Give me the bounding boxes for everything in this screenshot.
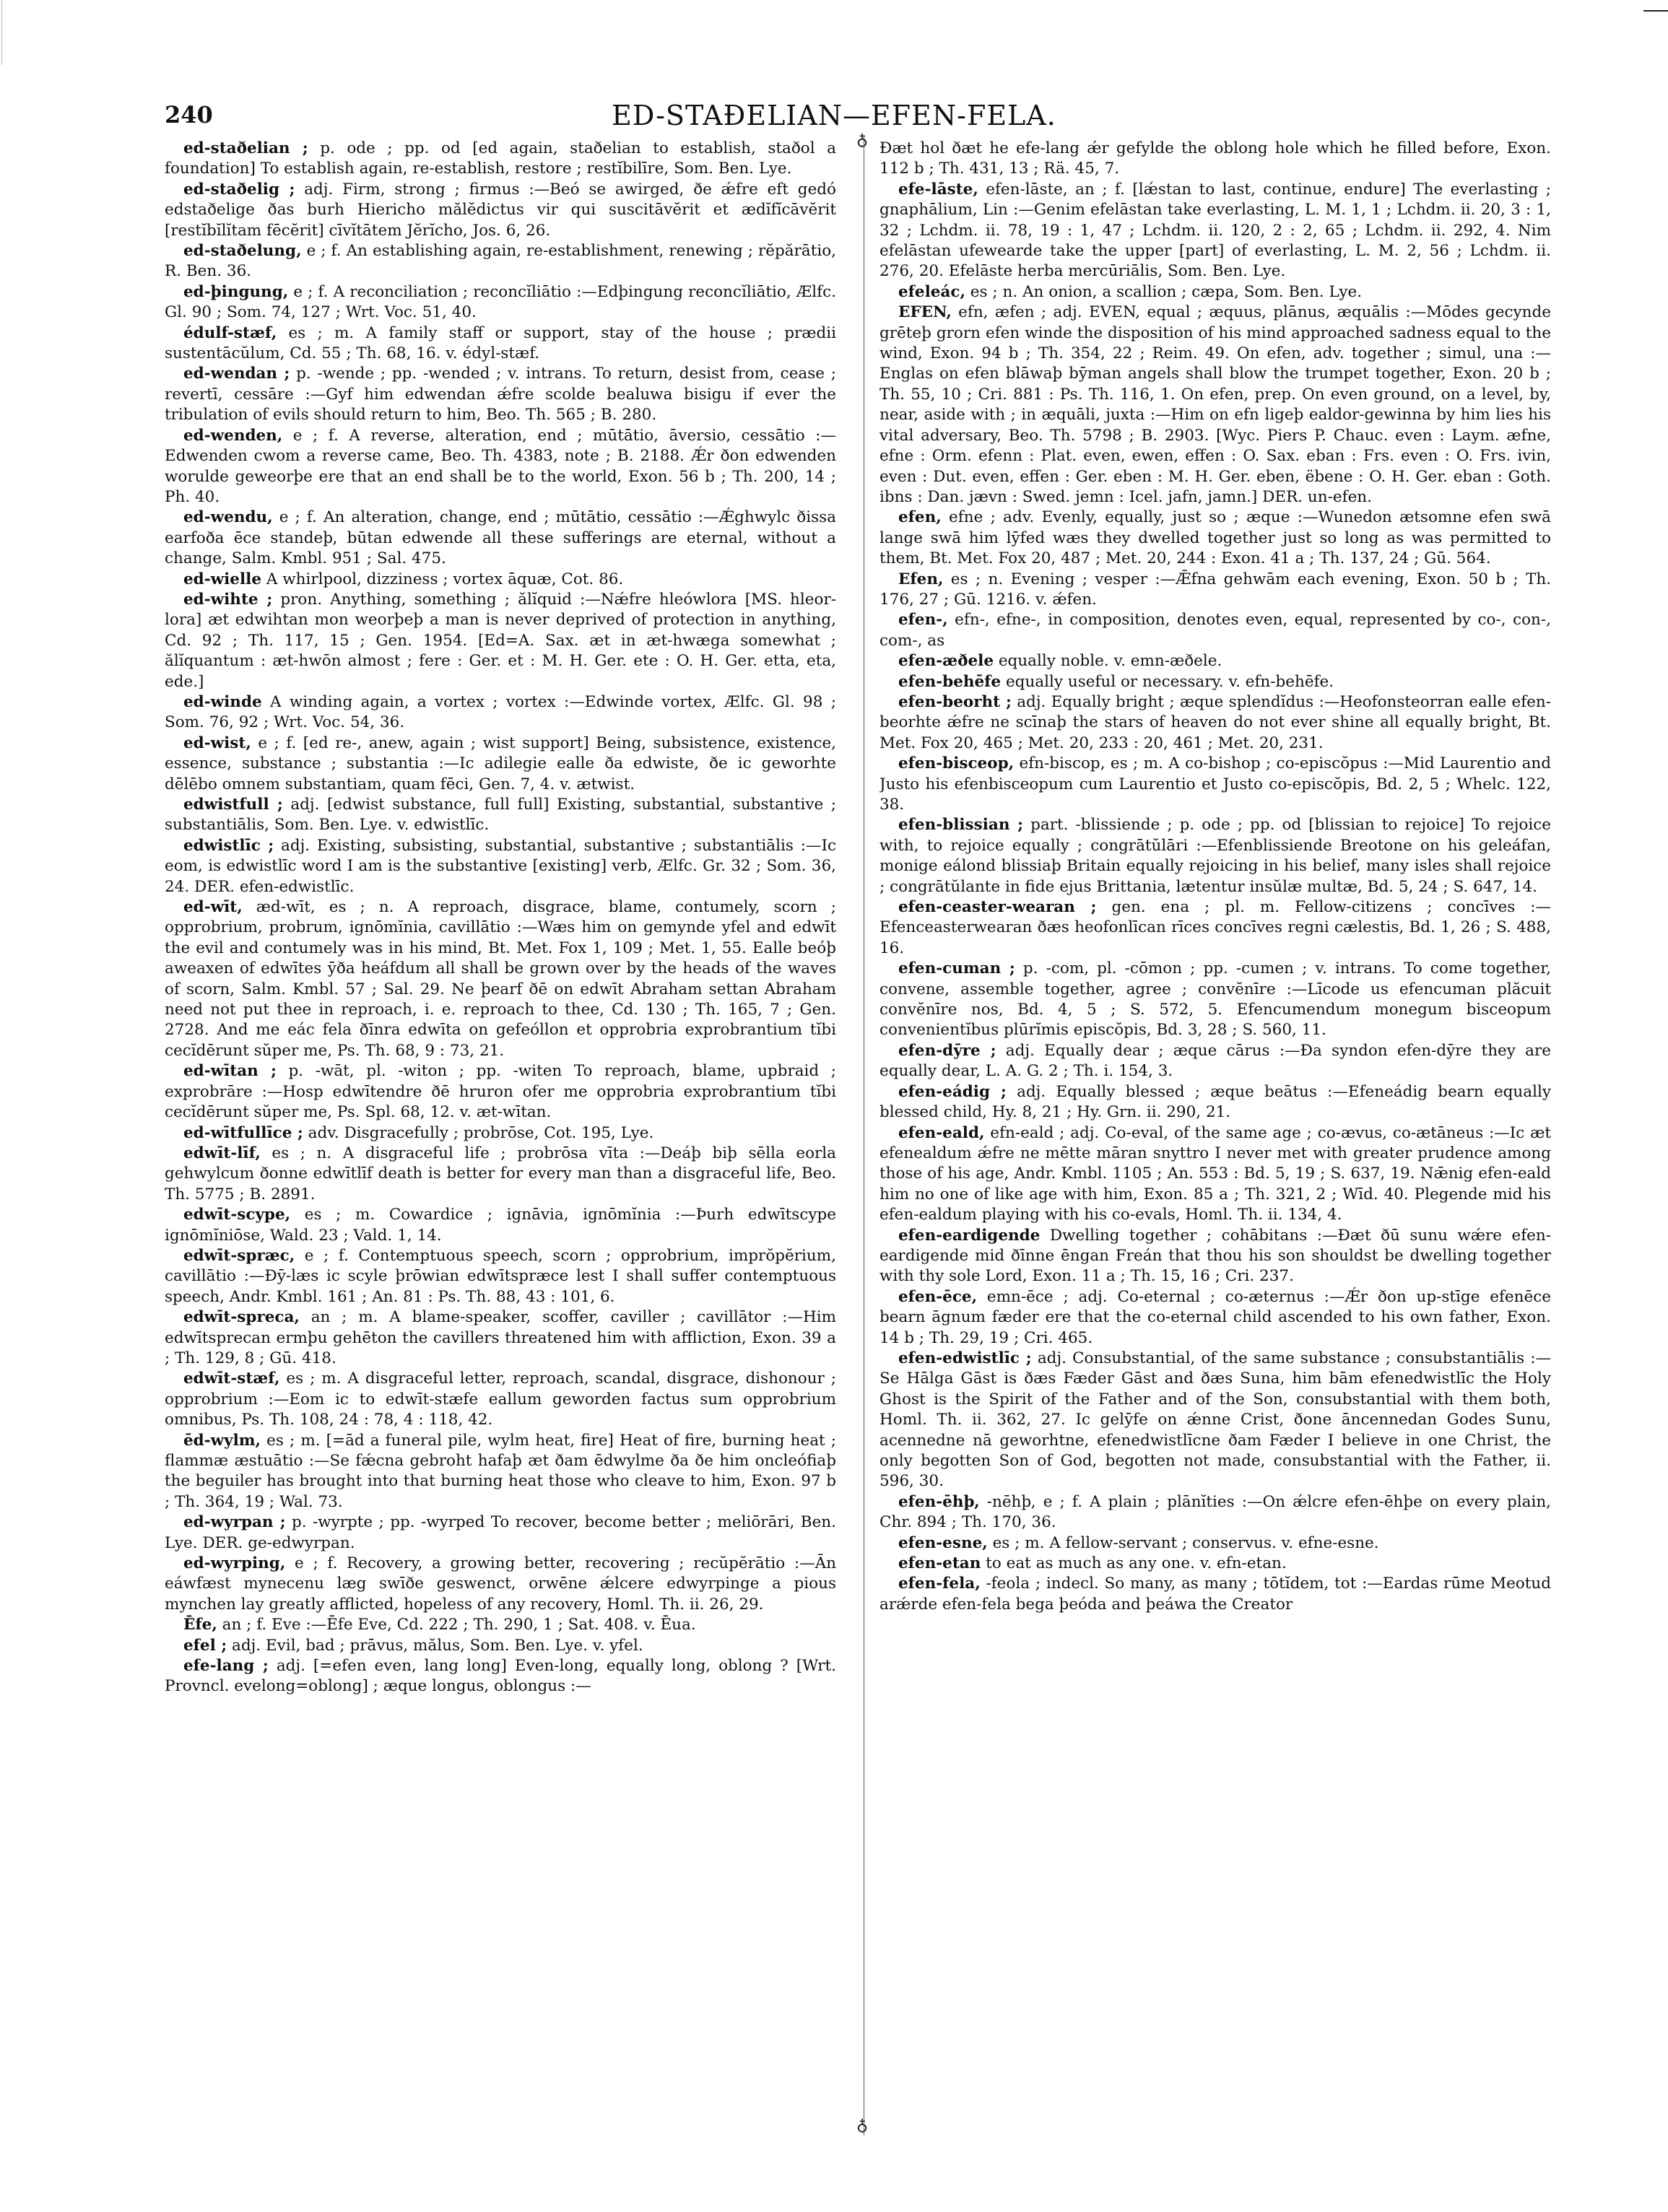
entry-headword: efen-etan <box>898 1554 981 1573</box>
dictionary-entry <box>879 672 1551 692</box>
entry-headword: edwistlīc ; <box>183 836 274 855</box>
entry-definition: adv. Disgracefully ; probrōse, Cot. 195, Lye. <box>303 1123 654 1142</box>
entry-headword: efen-blissian ; <box>898 816 1024 835</box>
dictionary-entry <box>165 508 836 569</box>
entry-headword: EFEN, <box>898 303 952 322</box>
dictionary-entry <box>165 1554 836 1615</box>
entry-definition: efne ; adv. Evenly, equally, just so ; æque :—Wunedon ætsomne efen swā lange swā him lȳfed wæs they dwelled together just so long as was permitted to them, Bt. Met. Fox 20, 487 ; Met. 20, 244 : Exon. 41 a ; Th. 137, 24 ; Gū. 564. <box>879 508 1551 568</box>
entry-definition: part. -blissiende ; p. ode ; pp. od [blissian to rejoice] To rejoice with, to rejoice equally ; congrātŭlāri :—Efenblissiende Breotone on his geleáfan, monige eálond blissiaþ Britain equally rejoicing in his belief, many isles shall rejoice ; congrātŭlante in fide ejus Brittania, lætentur insŭlæ multæ, Bd. 5, 24 ; S. 647, 14. <box>879 816 1551 896</box>
entry-headword: edwistfull ; <box>183 796 283 814</box>
dictionary-entry <box>879 302 1551 508</box>
entry-definition: adj. Equally blessed ; æque beātus :—Efeneádig bearn equally blessed child, Hy. 8, 21 ; Hy. Grn. ii. 290, 21. <box>879 1082 1551 1122</box>
dictionary-entry <box>165 1307 836 1369</box>
entry-headword: ed-wendu, <box>183 508 273 527</box>
dictionary-entry <box>879 897 1551 959</box>
dictionary-entry <box>165 897 836 1061</box>
entry-definition: efn-biscop, es ; m. A co-bishop ; co-episcŏpus :—Mid Laurentio and Justo his efenbisceopum cum Laurentio et Justo co-episcŏpis, Bd. 2, 5 ; Whelc. 122, 38. <box>879 754 1551 814</box>
dictionary-entry <box>165 180 836 241</box>
dictionary-entry <box>165 426 836 508</box>
entry-definition: e ; f. Contemptuous speech, scorn ; opprobrium, imprŏpĕrium, cavillātio :—Ðȳ-læs ic scyle þrōwian edwītspræce lest I shall suffer contemptuous speech, Andr. Kmbl. 161 ; An. 81 : Ps. Th. 88, 43 : 101, 6. <box>165 1246 836 1306</box>
right-column <box>879 139 1551 2117</box>
entry-definition: adj. Equally dear ; æque cārus :—Ða syndon efen-dȳre they are equally dear, L. A. G. 2 ; Th. i. 154, 3. <box>879 1041 1551 1081</box>
dictionary-entry <box>879 180 1551 282</box>
entry-definition: efn, æfen ; adj. EVEN, equal ; æquus, plānus, æquālis :—Mōdes gecynde grēteþ grorn efen winde the disposition of his mind approached sadness equal to the wind, Exon. 94 b ; Th. 354, 22 ; Reim. 49. On efen, adv. together ; simul, una :—Englas on efen blāwaþ bȳman angels shall blow the trumpet together, Exon. 20 b ; Th. 55, 10 ; Cri. 881 : Ps. Th. 116, 1. On efen, prep. On even ground, on a level, by, near, aside with ; in æquāli, juxta :—Him on efn ligeþ ealdor-gewinna by him lies his vital adversary, Beo. Th. 5798 ; B. 2903. [Wyc. Piers P. Chauc. even : Laym. æfne, efne : Orm. efenn : Plat. even, ewen, effen : O. Sax. eban : Frs. even : O. Frs. ivin, even : Dut. even, effen : Ger. eben : M. H. Ger. eben, ëbene : O. H. Ger. eban : Goth. ibns : Dan. jævn : Swed. jemn : Icel. jafn, jamn.] DER. un-efen. <box>879 303 1551 506</box>
dictionary-entry <box>879 1533 1551 1554</box>
entry-headword: efen-eardigende <box>898 1226 1041 1245</box>
entry-headword: efen-bisceop, <box>898 754 1015 773</box>
entry-headword: edwīt-spræc, <box>183 1246 295 1265</box>
entry-headword: ed-wīt, <box>183 898 243 917</box>
dictionary-entry <box>879 959 1551 1041</box>
entry-definition: e ; f. [ed re-, anew, again ; wist support] Being, subsistence, existence, essence, substance ; substantia :—Ic adilegie ealle ða edwiste, ðe ic geworhte dēlēbo omnem substantiam, quam fēci, Gen. 7, 4. v. ætwist. <box>165 733 836 793</box>
entry-definition: p. -wāt, pl. -witon ; pp. -witen To reproach, blame, upbraid ; exprobrāre :—Hosp edwītendre ðē hruron ofer me opprobria exprobrantium tĭbi cecĭdērunt sŭper me, Ps. Spl. 68, 12. v. æt-wītan. <box>165 1062 836 1122</box>
entry-headword: Ēfe, <box>183 1616 217 1634</box>
dictionary-entry <box>165 795 836 836</box>
dictionary-entry <box>165 1061 836 1123</box>
dictionary-entry <box>165 836 836 897</box>
entry-definition: p. ode ; pp. od [ed again, staðelian to establish, staðol a foundation] To establish again, re-establish, restore ; restĭbilīre, Som. Ben. Lye. <box>165 139 836 178</box>
entry-headword: efen-eádig ; <box>898 1082 1007 1101</box>
page-number: 240 <box>165 101 213 129</box>
entry-headword: efen-eald, <box>898 1123 985 1142</box>
entry-definition: p. -com, pl. -cōmon ; pp. -cumen ; v. intrans. To come together, convene, assemble together, agree ; convĕnīre :—Līcode us efencuman plăcuit convĕnīre nos, Bd. 4, 5 ; S. 572, 5. Efencumendum monegum bisceopum convenientĭbus plūrĭmis episcŏpis, Bd. 3, 28 ; S. 560, 11. <box>879 959 1551 1040</box>
entry-definition: p. -wende ; pp. -wended ; v. intrans. To return, desist from, cease ; revertī, cessāre :—Gyf him edwendan ǽfre scolde bealuwa bisigu if ever the tribulation of evils should return to him, Beo. Th. 565 ; B. 280. <box>165 365 836 424</box>
dictionary-entry <box>165 692 836 733</box>
dictionary-entry <box>879 1082 1551 1123</box>
dictionary-entry <box>165 1123 836 1144</box>
dictionary-entry <box>879 508 1551 569</box>
entry-headword: edwīt-scype, <box>183 1206 291 1224</box>
dictionary-entry <box>165 1615 836 1635</box>
left-column <box>165 139 836 2138</box>
entry-headword: ed-wyrpan ; <box>183 1513 286 1532</box>
dictionary-entry <box>879 1123 1551 1226</box>
dictionary-entry <box>165 139 836 180</box>
entry-headword: efe-lāste, <box>898 180 978 199</box>
entry-headword: ed-wītan ; <box>183 1062 277 1081</box>
entry-headword: efen-æðele <box>898 652 994 671</box>
entry-definition: adj. [=efen even, lang long] Even-long, equally long, oblong ? [Wrt. Provncl. evelong=oblong] ; æque longus, oblongus :— <box>165 1657 836 1696</box>
dictionary-entry <box>165 241 836 282</box>
entry-definition: adj. [edwist substance, full full] Existing, substantial, substantive ; substantiālis, Som. Ben. Lye. v. edwistlīc. <box>165 796 836 835</box>
entry-headword: ed-staðelung, <box>183 242 302 261</box>
entry-headword: ed-wyrping, <box>183 1554 286 1573</box>
entry-definition: es ; m. [=ād a funeral pile, wylm heat, fire] Heat of fire, burning heat ; flammæ æstuātio :—Se fǽcna gebroht hafaþ æt ðam ēdwylme ða ðe him oncleófiaþ the beguiler has brought into that burning heat those who cleave to him, Exon. 97 b ; Th. 364, 19 ; Wal. 73. <box>165 1431 836 1511</box>
dictionary-entry <box>165 1636 836 1656</box>
dictionary-entry <box>879 1492 1551 1533</box>
entry-definition: emn-ēce ; adj. Co-eternal ; co-æternus :—Ǽr ðon up-stīge efenēce bearn āgnum fæder ere that the co-eternal child ascended to his own father, Exon. 14 b ; Th. 29, 19 ; Cri. 465. <box>879 1287 1551 1347</box>
dictionary-entry <box>165 1656 836 1697</box>
dictionary-entry <box>879 1226 1551 1287</box>
entry-headword: efeleác, <box>898 282 965 301</box>
entry-definition: efen-lāste, an ; f. [lǽstan to last, continue, endure] The everlasting ; gnaphālium, Lin :—Genim efelāstan take everlasting, L. M. 1, 1 ; Lchdm. ii. 20, 3 : 1, 32 ; Lchdm. ii. 78, 19 : 1, 47 ; Lchdm. ii. 120, 2 : 2, 65 ; Lchdm. ii. 292, 4. Nim efelāstan ufewearde take the upper [part] of everlasting, L. M. 2, 56 ; Lchdm. ii. 276, 20. Efelāste herba mercūriālis, Som. Ben. Lye. <box>879 180 1551 281</box>
entry-definition: A winding again, a vortex ; vortex :—Edwinde vortex, Ælfc. Gl. 98 ; Som. 76, 92 ; Wrt. Voc. 54, 36. <box>165 692 836 732</box>
entry-definition: es ; n. An onion, a scallion ; cæpa, Som. Ben. Lye. <box>965 282 1363 301</box>
dictionary-entry <box>165 1144 836 1205</box>
entry-definition: e ; f. An alteration, change, end ; mūtātio, cessātio :—Ǽghwylc ðissa earfoða ēce standeþ, būtan edwende all these sufferings are eternal, without a change, Salm. Kmbl. 951 ; Sal. 475. <box>165 508 836 568</box>
dictionary-entry <box>879 282 1551 302</box>
entry-definition: Ðæt hol ðæt he efe-lang ǽr gefylde the oblong hole which he filled before, Exon. 112 b ; Th. 431, 13 ; Rä. 45, 7. <box>879 139 1551 178</box>
entry-headword: efen-dȳre ; <box>898 1041 996 1060</box>
entry-headword: ed-þingung, <box>183 282 289 301</box>
entry-headword: efen-ēhþ, <box>898 1492 980 1511</box>
entry-definition: adj. Equally bright ; æque splendĭdus :—Heofonsteorran ealle efen-beorhte ǽfre ne scīnaþ the stars of heaven do not ever shine all equally bright, Bt. Met. Fox 20, 465 ; Met. 20, 233 : 20, 461 ; Met. 20, 231. <box>879 692 1551 752</box>
dictionary-entry <box>879 815 1551 897</box>
bottom-ornament-icon: ♁ <box>856 2117 869 2135</box>
dictionary-entry <box>879 139 1551 180</box>
dictionary-entry <box>879 754 1551 815</box>
dictionary-entry <box>165 1369 836 1430</box>
dictionary-entry <box>165 733 836 795</box>
dictionary-entry <box>879 1574 1551 1615</box>
dictionary-entry <box>165 590 836 692</box>
entry-headword: ed-wenden, <box>183 426 283 445</box>
entry-definition: æd-wīt, es ; n. A reproach, disgrace, blame, contumely, scorn ; opprobrium, probrum, ignōmĭnia, cavillātio :—Wæs him on gemynde yfel and edwīt the evil and contumely was in his mind, Bt. Met. Fox 1, 109 ; Met. 1, 55. Ealle beóþ aweaxen of edwītes ȳða heáfdum all shall be grown over by the heads of the waves of scorn, Salm. Kmbl. 57 ; Sal. 29. Ne þearf ðē on edwīt Abraham settan Abraham need not put thee in reproach, i. e. reproach to thee, Cd. 130 ; Th. 165, 7 ; Gen. 2728. And me eác fela ðīnra edwīta on gefeóllon et opprobria exprobrantium tĭbi cecĭdērunt sŭper me, Ps. Th. 68, 9 : 73, 21. <box>165 898 836 1060</box>
entry-headword: edwīt-spreca, <box>183 1308 300 1327</box>
entry-definition: es ; m. A family staff or support, stay of the house ; prædii sustentācŭlum, Cd. 55 ; Th. 68, 16. v. édyl-stæf. <box>165 323 836 363</box>
dictionary-entry <box>165 570 836 590</box>
left-edge-mark <box>1 0 6 65</box>
running-head: ED-STAĐELIAN—EFEN-FELA. <box>612 100 1056 131</box>
entry-definition: e ; f. A reverse, alteration, end ; mūtātio, āversio, cessātio :—Edwenden cwom a reverse came, Beo. Th. 4383, note ; B. 2188. Ǽr ðon edwenden worulde geweorþe ere that an end shall be to the world, Exon. 56 b ; Th. 200, 14 ; Ph. 40. <box>165 426 836 506</box>
entry-headword: edwīt-stæf, <box>183 1370 280 1388</box>
dictionary-entry <box>165 1246 836 1307</box>
dictionary-entry <box>165 1512 836 1554</box>
entry-headword: efen-cuman ; <box>898 959 1015 978</box>
dictionary-entry <box>165 282 836 323</box>
entry-definition: gen. ena ; pl. m. Fellow-citizens ; concīves :—Efenceasterwearan ðæs heofonlīcan rīces concīves regni cælestis, Bd. 1, 26 ; S. 488, 16. <box>879 898 1551 957</box>
entry-headword: efen-edwistlīc ; <box>898 1349 1032 1367</box>
entry-definition: p. -wyrpte ; pp. -wyrped To recover, become better ; meliōrāri, Ben. Lye. DER. ge-edwyrpan. <box>165 1513 836 1552</box>
entry-headword: Efen, <box>898 570 944 588</box>
right-edge-mark <box>1643 10 1668 12</box>
entry-definition: equally useful or necessary. v. efn-behēfe. <box>1001 672 1334 691</box>
dictionary-entry <box>879 1554 1551 1574</box>
entry-definition: es ; n. Evening ; vesper :—Ǣfna gehwām each evening, Exon. 50 b ; Th. 176, 27 ; Gū. 1216. v. ǽfen. <box>879 570 1551 609</box>
entry-definition: e ; f. A reconciliation ; reconcĭliātio :—Edþingung reconcĭliātio, Ælfc. Gl. 90 ; Som. 74, 127 ; Wrt. Voc. 51, 40. <box>165 282 836 322</box>
entry-headword: ed-wendan ; <box>183 365 290 383</box>
entry-headword: ed-wihte ; <box>183 590 273 609</box>
entry-headword: efen-ēce, <box>898 1287 978 1306</box>
dictionary-entry <box>879 570 1551 611</box>
entry-definition: equally noble. v. emn-æðele. <box>994 652 1222 671</box>
dictionary-entry <box>879 1041 1551 1082</box>
entry-headword: ed-wielle <box>183 570 262 588</box>
entry-definition: e ; f. Recovery, a growing better, recovering ; recŭpĕrātio :—Ān eáwfæst mynecenu læg swīðe geswenct, orwēne ǽlcere edwyrpinge a pious mynchen lay greatly afflicted, hopeless of any recovery, Homl. Th. ii. 26, 29. <box>165 1554 836 1614</box>
dictionary-entry <box>879 1287 1551 1349</box>
entry-definition: to eat as much as any one. v. efn-etan. <box>981 1554 1287 1573</box>
entry-headword: efel ; <box>183 1636 227 1655</box>
entry-headword: efen-fela, <box>898 1575 981 1593</box>
dictionary-entry <box>879 610 1551 651</box>
entry-definition: es ; m. A fellow-servant ; conservus. v. efne-esne. <box>987 1533 1379 1552</box>
entry-definition: an ; m. A blame-speaker, scoffer, caviller ; cavillātor :—Him edwītsprecan ermþu gehēton the cavillers threatened him with affliction, Exon. 39 a ; Th. 129, 8 ; Gū. 418. <box>165 1308 836 1367</box>
entry-definition: es ; m. A disgraceful letter, reproach, scandal, disgrace, dishonour ; opprobrium :—Eom ic to edwīt-stæfe eallum geworden factus sum opprobrium omnibus, Ps. Th. 108, 24 : 78, 4 : 118, 42. <box>165 1370 836 1429</box>
entry-definition: pron. Anything, something ; ălĭquid :—Nǽfre hleówlora [MS. hleor-lora] æt edwihtan mon weorþeþ a man is never deprived of protection in anything, Cd. 92 ; Th. 117, 15 ; Gen. 1954. [Ed=A. Sax. æt in æt-hwæga somewhat ; ălĭquantum : æt-hwōn almost ; fere : Ger. et : M. H. Ger. ete : O. H. Ger. etta, eta, ede.] <box>165 590 836 691</box>
entry-headword: efen-esne, <box>898 1533 988 1552</box>
dictionary-entry <box>165 364 836 425</box>
entry-definition: A whirlpool, dizziness ; vortex āquæ, Cot. 86. <box>261 570 624 588</box>
entry-headword: ed-winde <box>183 692 262 711</box>
entry-definition: es ; n. A disgraceful life ; probrōsa vīta :—Deáþ biþ sēlla eorla gehwylcum ðonne edwītlīf death is better for every man than a disgraceful life, Beo. Th. 5775 ; B. 2891. <box>165 1144 836 1203</box>
dictionary-entry <box>165 1205 836 1246</box>
entry-definition: es ; m. Cowardice ; ignāvia, ignōmĭnia :—Þurh edwītscype ignōmĭniōse, Wald. 23 ; Vald. 1, 14. <box>165 1206 836 1245</box>
entry-definition: adj. Evil, bad ; prāvus, mălus, Som. Ben. Lye. v. yfel. <box>227 1636 643 1655</box>
dictionary-entry <box>165 1431 836 1513</box>
entry-definition: adj. Consubstantial, of the same substance ; consubstantiālis :—Se Hālga Gāst is ðæs Fæder Gāst and ðæs Suna, him bām efenedwistlīc the Holy Ghost is the Spirit of the Father and of the Son, consubstantial with them both, Homl. Th. ii. 362, 27. Ic gelȳfe on ǽnne Crist, ðone āncennedan Godes Sunu, acennedne nā geworhtne, efenedwistlīcne ðam Fæder I believe in one Christ, the only begotten Son of God, begotten not made, consubstantial with the Father, ii. 596, 30. <box>879 1349 1551 1491</box>
entry-definition: adj. Existing, subsisting, substantial, substantive ; substantiālis :—Ic eom, is edwistlīc word I am is the substantive [existing] verb, Ælfc. Gr. 32 ; Som. 36, 24. DER. efen-edwistlīc. <box>165 836 836 896</box>
dictionary-entry <box>879 692 1551 754</box>
entry-headword: ed-staðelian ; <box>183 139 308 157</box>
entry-definition: -feola ; indecl. So many, as many ; tōtĭdem, tot :—Eardas rūme Meotud arǽrde efen-fela bega þeóda and þeáwa the Creator <box>879 1575 1551 1614</box>
entry-headword: ed-staðelig ; <box>183 180 295 199</box>
entry-definition: e ; f. An establishing again, re-establishment, renewing ; rĕpărātio, R. Ben. 36. <box>165 242 836 281</box>
entry-headword: édulf-stæf, <box>183 323 277 342</box>
entry-headword: ed-wītfullīce ; <box>183 1123 303 1142</box>
entry-headword: edwīt-līf, <box>183 1144 261 1162</box>
entry-definition: efn-, efne-, in composition, denotes even, equal, represented by co-, con-, com-, as <box>879 611 1551 650</box>
entry-headword: efen, <box>898 508 942 527</box>
top-ornament-icon: ♁ <box>856 131 869 149</box>
entry-headword: efen-ceaster-wearan ; <box>898 898 1097 917</box>
dictionary-entry <box>879 1349 1551 1492</box>
entry-definition: Dwelling together ; cohābitans :—Ðæt ðū sunu wǽre efen-eardigende mid ðīnne ēngan Freán that thou his son shouldst be dwelling together with thy sole Lord, Exon. 11 a ; Th. 15, 16 ; Cri. 237. <box>879 1226 1551 1286</box>
entry-definition: -nēhþ, e ; f. A plain ; plānĭties :—On ǽlcre efen-ēhþe on every plain, Chr. 894 ; Th. 170, 36. <box>879 1492 1551 1532</box>
entry-definition: adj. Firm, strong ; firmus :—Beó se awirged, ðe ǽfre eft gedó edstaðelige ðas burh Hiericho mălĕdictus vir qui suscitāvĕrit et ædĭfĭcāvĕrit [restĭbĭlĭtam fēcĕrit] cīvĭtātem Jĕrĭcho, Jos. 6, 26. <box>165 180 836 240</box>
entry-headword: efen-beorht ; <box>898 692 1012 711</box>
entry-headword: ēd-wylm, <box>183 1431 261 1450</box>
entry-definition: efn-eald ; adj. Co-eval, of the same age ; co-ævus, co-ætāneus :—Ic æt efenealdum ǽfre ne mētte māran snyttro I never met with greater prudence among those of his age, Andr. Kmbl. 1105 ; An. 553 : Bd. 5, 19 ; S. 637, 19. Nǣnig efen-eald him no one of like age with him, Exon. 85 a ; Th. 321, 2 ; Wīd. 40. Plegende mid his efen-ealdum playing with his co-evals, Homl. Th. ii. 134, 4. <box>879 1123 1551 1224</box>
entry-definition: an ; f. Eve :—Ēfe Eve, Cd. 222 ; Th. 290, 1 ; Sat. 408. v. Ēua. <box>217 1616 696 1634</box>
entry-headword: ed-wist, <box>183 733 251 752</box>
entry-headword: efen-, <box>898 611 948 630</box>
entry-headword: efe-lang ; <box>183 1657 269 1676</box>
entry-headword: efen-behēfe <box>898 672 1002 691</box>
dictionary-entry <box>879 651 1551 671</box>
dictionary-entry <box>165 323 836 365</box>
